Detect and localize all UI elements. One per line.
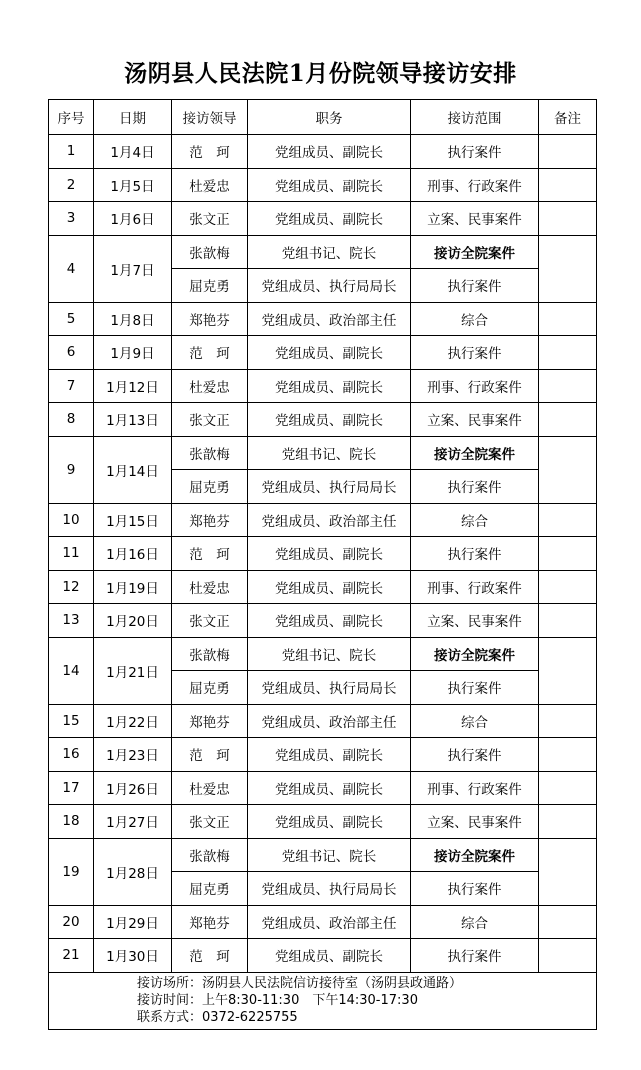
leader-name: 郑艳芬 xyxy=(172,503,248,537)
row-note xyxy=(539,369,597,403)
row-note xyxy=(539,604,597,638)
table-row xyxy=(49,403,597,437)
leader-position: 党组成员、副院长 xyxy=(248,336,411,370)
leader-position: 党组书记、院长 xyxy=(248,637,411,671)
leader-scope: 执行案件 xyxy=(411,872,539,906)
row-date: 1月30日 xyxy=(94,939,172,973)
row-date: 1月8日 xyxy=(94,302,172,336)
leader-scope: 刑事、行政案件 xyxy=(411,168,539,202)
row-date: 1月15日 xyxy=(94,503,172,537)
row-number: 18 xyxy=(49,805,94,839)
leader-scope: 执行案件 xyxy=(411,738,539,772)
row-date: 1月12日 xyxy=(94,369,172,403)
row-number: 10 xyxy=(49,503,94,537)
leader-scope: 立案、民事案件 xyxy=(411,604,539,638)
row-number: 12 xyxy=(49,570,94,604)
leader-scope: 立案、民事案件 xyxy=(411,805,539,839)
row-date: 1月20日 xyxy=(94,604,172,638)
row-number: 15 xyxy=(49,704,94,738)
leader-position: 党组书记、院长 xyxy=(248,235,411,269)
table-row xyxy=(49,604,597,638)
leader-name: 范 珂 xyxy=(172,135,248,169)
leader-scope: 接访全院案件 xyxy=(411,436,539,470)
footer-place: 接访场所：汤阴县人民法院信访接待室（汤阴县政通路） xyxy=(137,975,463,991)
leader-position: 党组成员、副院长 xyxy=(248,369,411,403)
leader-position: 党组成员、副院长 xyxy=(248,168,411,202)
row-number: 16 xyxy=(49,738,94,772)
leader-position: 党组成员、副院长 xyxy=(248,604,411,638)
table-row xyxy=(49,302,597,336)
table-row xyxy=(49,503,597,537)
leader-position: 党组成员、执行局局长 xyxy=(248,269,411,303)
row-number: 6 xyxy=(49,336,94,370)
leader-position: 党组成员、执行局局长 xyxy=(248,671,411,705)
row-note xyxy=(539,771,597,805)
leader-scope: 刑事、行政案件 xyxy=(411,570,539,604)
table-row xyxy=(49,704,597,738)
table-row xyxy=(49,168,597,202)
leader-name: 张文正 xyxy=(172,202,248,236)
leader-scope: 综合 xyxy=(411,704,539,738)
row-note xyxy=(539,202,597,236)
row-note xyxy=(539,436,597,503)
leader-scope: 执行案件 xyxy=(411,336,539,370)
leader-position: 党组成员、副院长 xyxy=(248,202,411,236)
row-note xyxy=(539,939,597,973)
footer-row xyxy=(49,972,597,1029)
leader-position: 党组成员、副院长 xyxy=(248,805,411,839)
leader-scope: 执行案件 xyxy=(411,269,539,303)
table-row xyxy=(49,436,597,470)
header-date: 日期 xyxy=(94,100,172,135)
leader-name: 杜爱忠 xyxy=(172,570,248,604)
leader-name: 屈克勇 xyxy=(172,671,248,705)
row-number: 4 xyxy=(49,235,94,302)
footer-contact: 联系方式：0372-6225755 xyxy=(137,1009,298,1025)
row-date: 1月22日 xyxy=(94,704,172,738)
row-note xyxy=(539,570,597,604)
table-header-row xyxy=(49,100,597,135)
leader-scope: 立案、民事案件 xyxy=(411,403,539,437)
header-scope: 接访范围 xyxy=(411,100,539,135)
row-number: 1 xyxy=(49,135,94,169)
row-note xyxy=(539,704,597,738)
row-date: 1月16日 xyxy=(94,537,172,571)
leader-position: 党组书记、院长 xyxy=(248,436,411,470)
row-date: 1月5日 xyxy=(94,168,172,202)
row-number: 14 xyxy=(49,637,94,704)
footer-info xyxy=(49,972,597,1029)
table-row xyxy=(49,805,597,839)
table-row xyxy=(49,570,597,604)
row-date: 1月28日 xyxy=(94,838,172,905)
table-row xyxy=(49,369,597,403)
leader-scope: 刑事、行政案件 xyxy=(411,771,539,805)
footer-time: 接访时间：上午8:30-11:30 下午14:30-17:30 xyxy=(137,992,418,1008)
row-number: 3 xyxy=(49,202,94,236)
row-date: 1月23日 xyxy=(94,738,172,772)
row-number: 11 xyxy=(49,537,94,571)
row-note xyxy=(539,805,597,839)
leader-position: 党组成员、政治部主任 xyxy=(248,905,411,939)
row-date: 1月4日 xyxy=(94,135,172,169)
header-note: 备注 xyxy=(539,100,597,135)
row-number: 21 xyxy=(49,939,94,973)
row-note xyxy=(539,235,597,302)
header-no: 序号 xyxy=(49,100,94,135)
row-note xyxy=(539,168,597,202)
table-row xyxy=(49,771,597,805)
table-row xyxy=(49,235,597,269)
header-position: 职务 xyxy=(248,100,411,135)
row-number: 9 xyxy=(49,436,94,503)
row-number: 5 xyxy=(49,302,94,336)
leader-name: 张歆梅 xyxy=(172,637,248,671)
leader-scope: 立案、民事案件 xyxy=(411,202,539,236)
leader-name: 屈克勇 xyxy=(172,269,248,303)
leader-position: 党组成员、副院长 xyxy=(248,570,411,604)
row-date: 1月9日 xyxy=(94,336,172,370)
row-date: 1月6日 xyxy=(94,202,172,236)
leader-position: 党组成员、副院长 xyxy=(248,771,411,805)
leader-scope: 接访全院案件 xyxy=(411,235,539,269)
leader-scope: 接访全院案件 xyxy=(411,838,539,872)
leader-scope: 综合 xyxy=(411,302,539,336)
row-date: 1月29日 xyxy=(94,905,172,939)
leader-scope: 执行案件 xyxy=(411,470,539,504)
row-note xyxy=(539,336,597,370)
leader-name: 范 珂 xyxy=(172,336,248,370)
leader-scope: 执行案件 xyxy=(411,135,539,169)
leader-name: 张文正 xyxy=(172,604,248,638)
row-number: 20 xyxy=(49,905,94,939)
leader-name: 杜爱忠 xyxy=(172,771,248,805)
leader-name: 郑艳芬 xyxy=(172,704,248,738)
table-row xyxy=(49,738,597,772)
table-row xyxy=(49,135,597,169)
row-note xyxy=(539,838,597,905)
leader-name: 张文正 xyxy=(172,805,248,839)
leader-name: 郑艳芬 xyxy=(172,905,248,939)
row-date: 1月27日 xyxy=(94,805,172,839)
leader-name: 屈克勇 xyxy=(172,872,248,906)
leader-position: 党组成员、执行局局长 xyxy=(248,872,411,906)
table-row xyxy=(49,939,597,973)
page-title: 汤阴县人民法院1月份院领导接访安排 xyxy=(124,60,517,87)
row-date: 1月19日 xyxy=(94,570,172,604)
leader-position: 党组成员、副院长 xyxy=(248,738,411,772)
leader-position: 党组成员、政治部主任 xyxy=(248,302,411,336)
leader-scope: 刑事、行政案件 xyxy=(411,369,539,403)
table-row xyxy=(49,336,597,370)
table-row xyxy=(49,537,597,571)
leader-position: 党组书记、院长 xyxy=(248,838,411,872)
row-date: 1月14日 xyxy=(94,436,172,503)
leader-position: 党组成员、政治部主任 xyxy=(248,704,411,738)
leader-name: 张歆梅 xyxy=(172,838,248,872)
header-leader: 接访领导 xyxy=(172,100,248,135)
table-row xyxy=(49,905,597,939)
row-number: 2 xyxy=(49,168,94,202)
schedule-table xyxy=(48,99,597,1030)
row-note xyxy=(539,537,597,571)
leader-name: 张歆梅 xyxy=(172,436,248,470)
row-date: 1月21日 xyxy=(94,637,172,704)
leader-name: 范 珂 xyxy=(172,939,248,973)
row-date: 1月26日 xyxy=(94,771,172,805)
leader-position: 党组成员、副院长 xyxy=(248,403,411,437)
row-note xyxy=(539,135,597,169)
row-note xyxy=(539,302,597,336)
row-note xyxy=(539,503,597,537)
row-number: 8 xyxy=(49,403,94,437)
leader-position: 党组成员、副院长 xyxy=(248,537,411,571)
leader-name: 杜爱忠 xyxy=(172,168,248,202)
row-number: 17 xyxy=(49,771,94,805)
leader-scope: 执行案件 xyxy=(411,537,539,571)
leader-scope: 综合 xyxy=(411,905,539,939)
table-row xyxy=(49,838,597,872)
row-number: 19 xyxy=(49,838,94,905)
leader-scope: 接访全院案件 xyxy=(411,637,539,671)
leader-name: 范 珂 xyxy=(172,537,248,571)
row-note xyxy=(539,637,597,704)
leader-name: 张文正 xyxy=(172,403,248,437)
row-note xyxy=(539,905,597,939)
leader-position: 党组成员、副院长 xyxy=(248,939,411,973)
table-body xyxy=(49,135,597,973)
leader-name: 张歆梅 xyxy=(172,235,248,269)
row-date: 1月13日 xyxy=(94,403,172,437)
leader-scope: 执行案件 xyxy=(411,939,539,973)
leader-scope: 执行案件 xyxy=(411,671,539,705)
row-note xyxy=(539,403,597,437)
leader-position: 党组成员、政治部主任 xyxy=(248,503,411,537)
leader-position: 党组成员、副院长 xyxy=(248,135,411,169)
row-date: 1月7日 xyxy=(94,235,172,302)
row-note xyxy=(539,738,597,772)
leader-name: 郑艳芬 xyxy=(172,302,248,336)
table-row xyxy=(49,202,597,236)
leader-name: 范 珂 xyxy=(172,738,248,772)
table-row xyxy=(49,637,597,671)
leader-name: 杜爱忠 xyxy=(172,369,248,403)
leader-position: 党组成员、执行局局长 xyxy=(248,470,411,504)
row-number: 7 xyxy=(49,369,94,403)
row-number: 13 xyxy=(49,604,94,638)
leader-name: 屈克勇 xyxy=(172,470,248,504)
leader-scope: 综合 xyxy=(411,503,539,537)
